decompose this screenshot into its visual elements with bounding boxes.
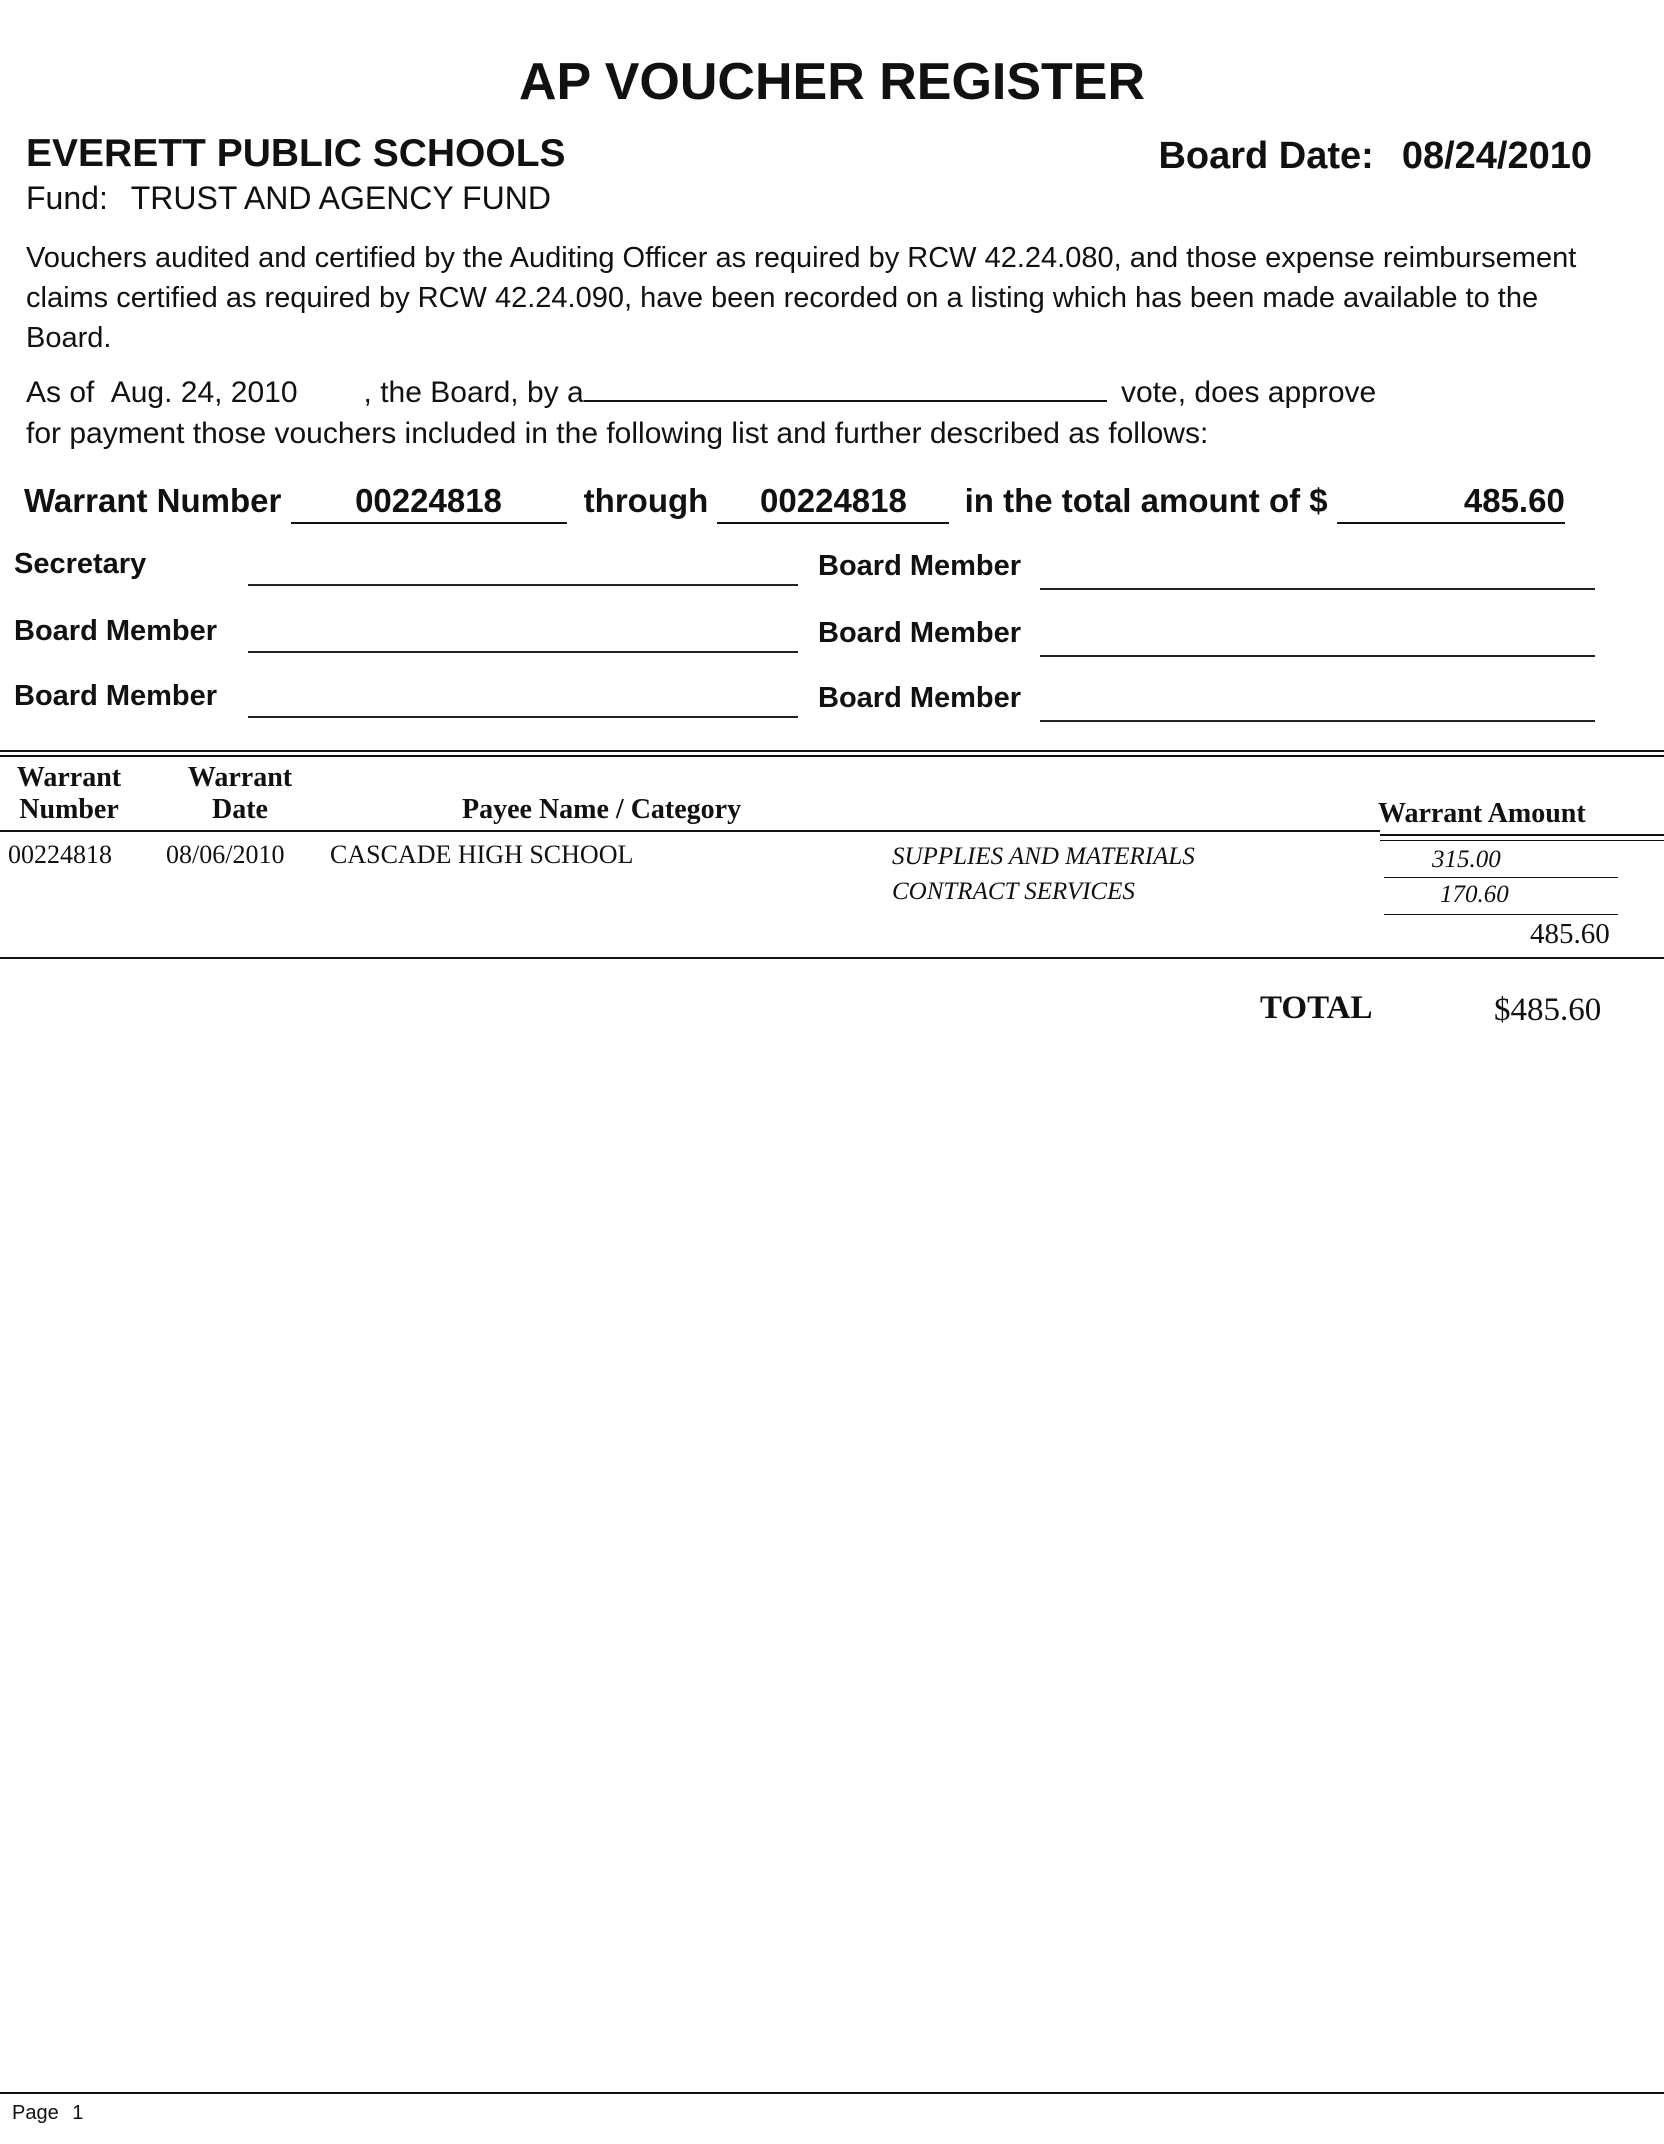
row-warrant-number: 00224818 xyxy=(8,840,112,869)
row-warrant-date: 08/06/2010 xyxy=(166,840,285,869)
footer-rule xyxy=(0,2092,1664,2094)
table-header-rule-amount xyxy=(1380,834,1664,836)
header-warrant-date: Warrant Date xyxy=(187,762,293,825)
vote-blank xyxy=(584,374,1107,402)
total-amount-label: in the total amount of $ xyxy=(964,482,1328,519)
as-of-prefix: As of xyxy=(26,376,95,409)
header-warrant-amount: Warrant Amount xyxy=(1378,798,1586,829)
board-date xyxy=(1158,135,1592,178)
table-top-rule-2 xyxy=(0,755,1664,757)
row-category-name: CONTRACT SERVICES xyxy=(892,878,1135,905)
warrant-total: 485.60 xyxy=(1337,482,1565,524)
row-payee-name: CASCADE HIGH SCHOOL xyxy=(330,840,634,869)
as-of-date: Aug. 24, 2010 xyxy=(110,376,298,409)
row-category-amount: 315.00 xyxy=(1432,846,1501,873)
warrant-to: 00224818 xyxy=(717,482,949,524)
board-date-value: 08/24/2010 xyxy=(1401,135,1592,177)
table-header-rule-amount-2 xyxy=(1380,840,1664,841)
fund-line xyxy=(26,180,551,217)
vote-suffix: vote, does approve xyxy=(1121,376,1377,409)
secretary-signature-line xyxy=(248,584,798,586)
warrant-range xyxy=(24,482,1565,524)
board-member-label: Board Member xyxy=(14,680,218,712)
board-member-label: Board Member xyxy=(818,617,1022,649)
district-name: EVERETT PUBLIC SCHOOLS xyxy=(26,132,566,175)
page-number xyxy=(12,2102,83,2125)
board-member-signature-line xyxy=(1040,720,1595,722)
total-label: TOTAL xyxy=(1260,990,1373,1026)
page-title: AP VOUCHER REGISTER xyxy=(518,53,1146,111)
as-of-line xyxy=(26,374,1376,410)
board-member-label: Board Member xyxy=(818,550,1022,582)
category-amount-rule xyxy=(1384,877,1618,878)
board-member-label: Board Member xyxy=(14,615,218,647)
total-value: $485.60 xyxy=(1494,992,1602,1028)
warrant-number-label: Warrant Number xyxy=(24,482,282,519)
payment-text: for payment those vouchers included in the following list and further described as follows: xyxy=(26,417,1209,450)
row-category-amount: 170.60 xyxy=(1440,881,1509,908)
warrant-from: 00224818 xyxy=(291,482,567,524)
board-member-signature-line xyxy=(248,716,798,718)
row-category-name: SUPPLIES AND MATERIALS xyxy=(892,843,1195,870)
through-label: through xyxy=(583,482,709,519)
board-vote-text: , the Board, by a xyxy=(363,376,584,409)
row-subtotal: 485.60 xyxy=(1530,918,1610,950)
table-header-rule xyxy=(0,830,1380,832)
table-bottom-rule xyxy=(0,957,1664,959)
secretary-label: Secretary xyxy=(14,548,147,580)
page-number-value: 1 xyxy=(72,2102,84,2124)
table-top-rule xyxy=(0,750,1664,752)
page-label: Page xyxy=(12,2102,59,2124)
board-date-label: Board Date: xyxy=(1158,135,1374,177)
header-payee-category: Payee Name / Category xyxy=(462,794,742,825)
board-member-label: Board Member xyxy=(818,682,1022,714)
board-member-signature-line xyxy=(248,651,798,653)
fund-name: TRUST AND AGENCY FUND xyxy=(130,180,551,216)
certification-text: Vouchers audited and certified by the Auditing Officer as required by RCW 42.24.080, and those expense reimbursement claims certified as required by RCW 42.24.090, have been recorded on a listing which has been made available to the Board. xyxy=(26,242,1577,354)
fund-label: Fund: xyxy=(26,180,108,216)
board-member-signature-line xyxy=(1040,588,1595,590)
header-warrant-number: Warrant Number xyxy=(16,762,122,825)
subtotal-rule xyxy=(1384,914,1618,915)
board-member-signature-line xyxy=(1040,655,1595,657)
